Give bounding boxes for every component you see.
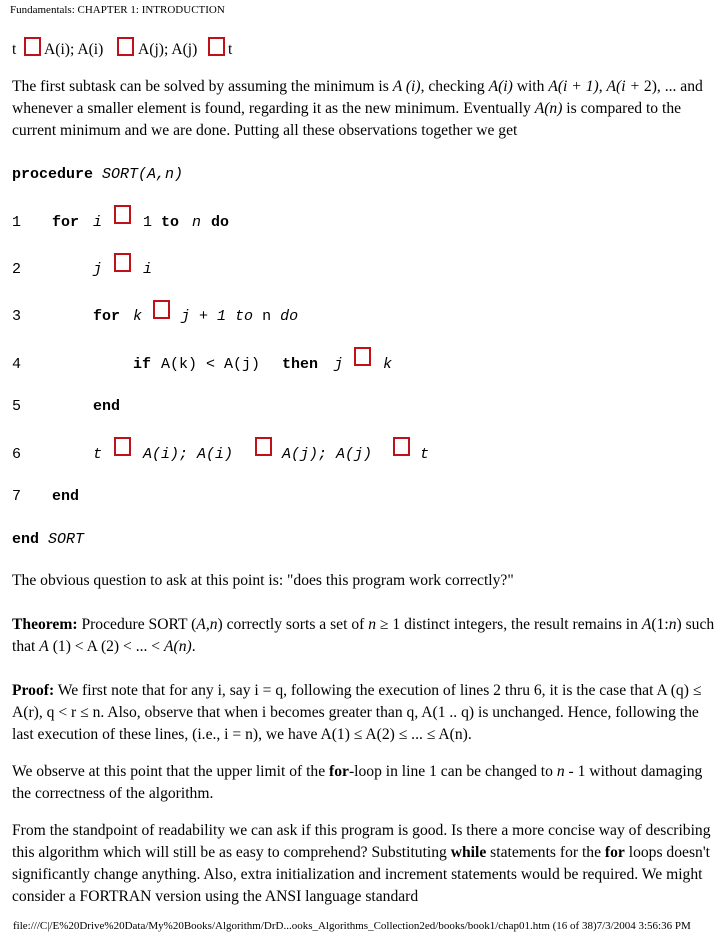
code-var: n: [192, 214, 202, 231]
assign-arrow-icon: [114, 205, 131, 224]
paragraph-readability: From the standpoint of readability we can ask if this program is good. Is there a more concise way of describing this algorithm which will still be as easy to comprehend? Substituting while statements for the for loops doesn't significantly change anything. Also, extra initialization and increment statements would be required. We might consider a FORTRAN version using the ANSI language standard: [12, 822, 711, 905]
swap-t2: t: [228, 41, 233, 58]
code-end-line: end SORT: [12, 531, 85, 548]
assign-arrow-icon: [393, 437, 410, 456]
line-number: 2: [12, 261, 22, 278]
assign-arrow-icon: [255, 437, 272, 456]
code-text: A(j); A(j): [282, 446, 373, 463]
assign-arrow-icon: [354, 347, 371, 366]
line-number: 1: [12, 214, 22, 231]
assign-arrow-icon: [153, 300, 170, 319]
swap-b: A(j); A(j): [138, 41, 198, 58]
line-number: 7: [12, 488, 22, 505]
code-do: do: [211, 214, 230, 231]
line-number: 4: [12, 356, 22, 373]
code-text: 1: [143, 214, 153, 231]
assign-arrow-icon: [208, 37, 225, 56]
code-var: t: [420, 446, 430, 463]
page-header: Fundamentals: CHAPTER 1: INTRODUCTION: [10, 4, 225, 16]
assign-arrow-icon: [114, 437, 131, 456]
code-var: k: [133, 308, 143, 325]
assign-arrow-icon: [24, 37, 41, 56]
code-var: j: [93, 261, 103, 278]
code-end: end: [52, 488, 80, 505]
code-text: j + 1 to n do: [181, 308, 299, 325]
code-then: then: [282, 356, 319, 373]
swap-a: A(i); A(i): [44, 41, 104, 58]
page-footer-url: file:///C|/E%20Drive%20Data/My%20Books/Algorithm/DrD...ooks_Algorithms_Collection2ed/books/book1/chap01.htm (16 of 38)7/3/2004 3:56:36 PM: [13, 920, 691, 932]
code-to: to: [161, 214, 180, 231]
code-procedure-line: procedure SORT(A,n): [12, 166, 184, 183]
code-if: if: [133, 356, 152, 373]
line-number: 5: [12, 398, 22, 415]
paragraph-question: The obvious question to ask at this point is: "does this program work correctly?": [12, 572, 514, 589]
swap-t: t: [12, 41, 17, 58]
code-var: k: [383, 356, 393, 373]
code-for: for: [93, 308, 121, 325]
code-var: j: [334, 356, 344, 373]
code-condition: A(k) < A(j): [161, 356, 261, 373]
code-var: t: [93, 446, 103, 463]
paragraph-min-subtask: The first subtask can be solved by assuming the minimum is A (i), checking A(i) with A(i + 1), A(i + 2), ... and whenever a smaller element is found, regarding it as the new minimum. Eventually A(n) is compared to the current minimum and we are done. Putting all these observations together we get: [12, 78, 703, 139]
code-end: end: [93, 398, 121, 415]
code-var: i: [143, 261, 153, 278]
code-for: for: [52, 214, 80, 231]
paragraph-theorem: Theorem: Procedure SORT (A,n) correctly sorts a set of n ≥ 1 distinct integers, the result remains in A(1:n) such that A (1) < A (2) < ... < A(n).: [12, 616, 715, 655]
line-number: 6: [12, 446, 22, 463]
code-text: A(i); A(i): [143, 446, 234, 463]
paragraph-proof: Proof: We first note that for any i, say i = q, following the execution of lines 2 thru 6, it is the case that A (q) ≤ A(r), q < r ≤ n. Also, observe that when i becomes greater than q, A(1 .. q) is unchanged. Hence, following the last execution of these lines, (i.e., i = n), we have A(1) ≤ A(2) ≤ ... ≤ A(n).: [12, 682, 702, 743]
paragraph-observe: We observe at this point that the upper limit of the for-loop in line 1 can be changed to n - 1 without damaging the correctness of the algorithm.: [12, 763, 703, 802]
assign-arrow-icon: [114, 253, 131, 272]
line-number: 3: [12, 308, 22, 325]
assign-arrow-icon: [117, 37, 134, 56]
code-var: i: [93, 214, 103, 231]
